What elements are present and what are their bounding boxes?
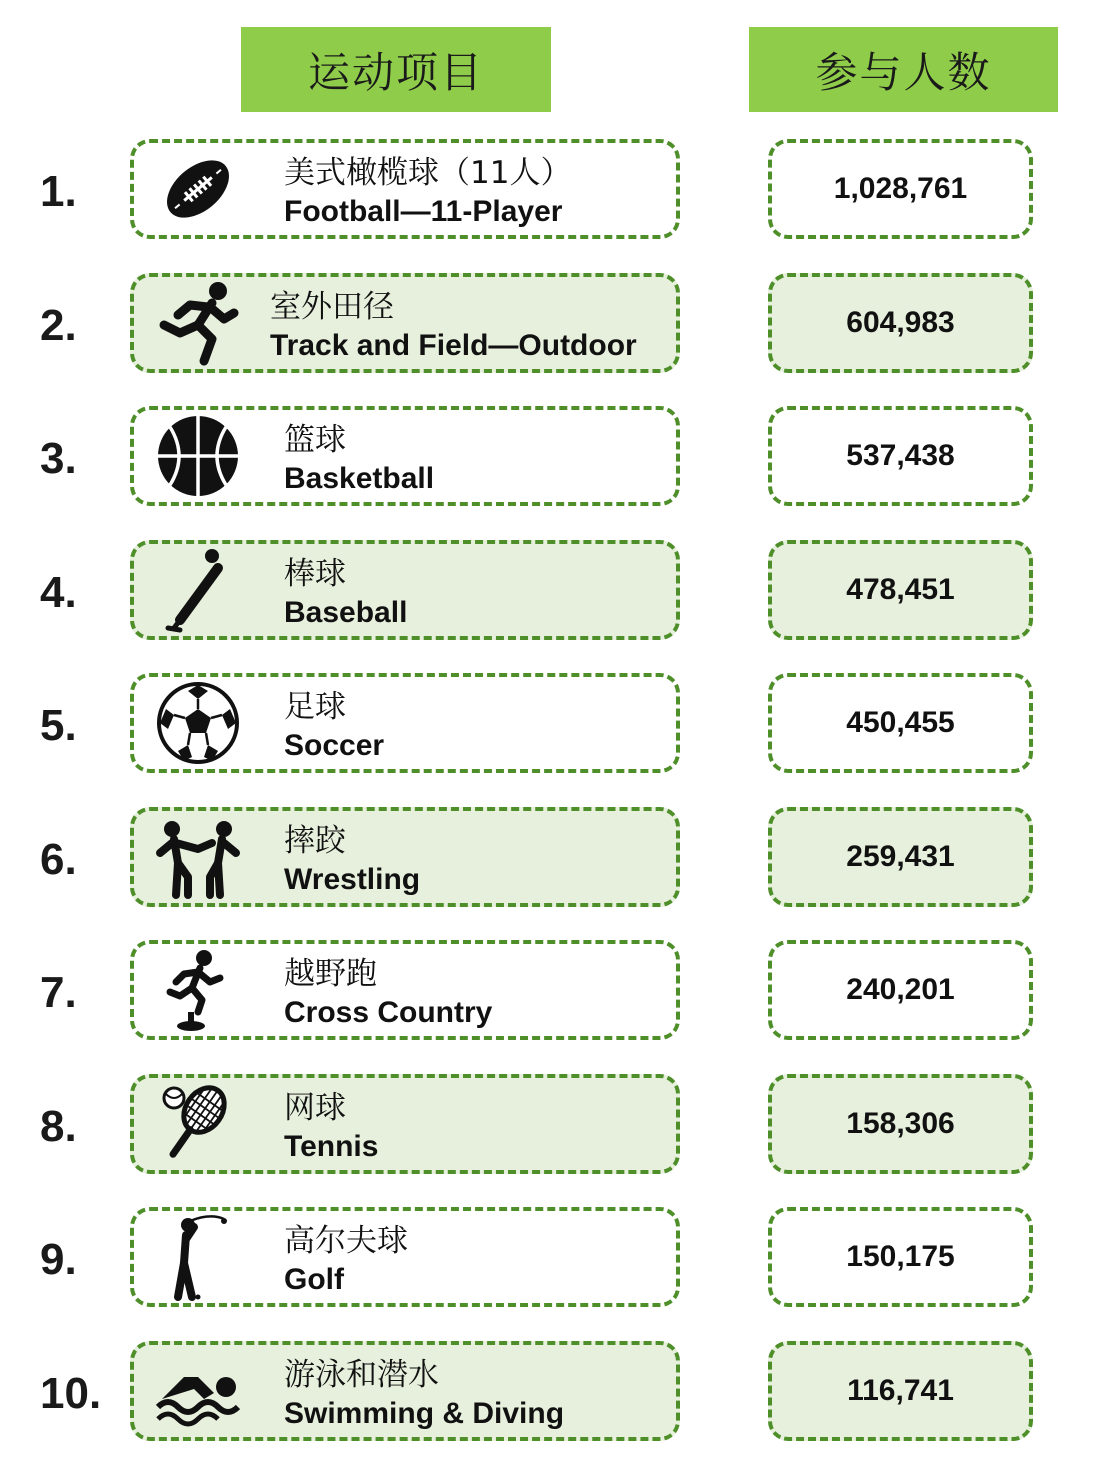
sport-name-chinese: 足球 (284, 689, 346, 725)
sport-name-chinese: 高尔夫球 (284, 1223, 408, 1259)
sport-name-chinese: 室外田径 (270, 288, 394, 325)
sport-card (130, 1341, 680, 1441)
rank-number: 6. (40, 834, 77, 884)
participants-count: 116,741 (847, 1373, 954, 1407)
rank-number: 4. (40, 567, 77, 617)
participants-count: 1,028,761 (833, 172, 968, 205)
ranking-row (0, 403, 1103, 515)
sport-column-header: 运动项目 (241, 27, 551, 112)
football-icon (154, 145, 242, 233)
participants-card (768, 1074, 1033, 1174)
runner-icon (154, 279, 242, 367)
rank-number: 1. (40, 167, 77, 216)
participants-card (768, 406, 1033, 506)
sport-card (130, 273, 680, 373)
sport-name-english: Swimming & Diving (284, 1396, 565, 1430)
sport-name-chinese: 篮球 (284, 422, 346, 458)
golfer-icon (154, 1213, 242, 1301)
sport-card (130, 673, 680, 773)
sport-name-english: Cross Country (284, 996, 493, 1029)
rank-number: 9. (40, 1235, 77, 1284)
ranking-row (0, 136, 1103, 248)
sport-card (130, 1207, 680, 1307)
rank-number: 7. (40, 968, 77, 1017)
swimmer-icon (154, 1347, 242, 1435)
sport-card (130, 940, 680, 1040)
participants-count: 240,201 (846, 973, 955, 1006)
rank-number: 2. (40, 300, 77, 350)
rank-number: 10. (40, 1368, 102, 1418)
sport-card (130, 139, 680, 239)
basketball-icon (154, 412, 242, 500)
participants-card (768, 139, 1033, 239)
rank-number: 8. (40, 1101, 77, 1151)
tennis-racket-icon (154, 1080, 242, 1168)
participants-count: 259,431 (846, 839, 955, 873)
participants-card (768, 807, 1033, 907)
soccer-ball-icon (154, 679, 242, 767)
sport-name-chinese: 网球 (284, 1089, 346, 1126)
cross-country-runner-icon (154, 946, 242, 1034)
sport-name-chinese: 摔跤 (284, 822, 346, 859)
participants-card (768, 1207, 1033, 1307)
baseball-bat-icon (154, 546, 242, 634)
sport-name-chinese: 棒球 (284, 555, 346, 592)
rank-number: 5. (40, 701, 77, 750)
participants-count: 537,438 (846, 439, 955, 472)
sport-card (130, 406, 680, 506)
sport-name-english: Basketball (284, 462, 435, 495)
participants-count: 604,983 (846, 305, 955, 339)
sport-name-english: Soccer (284, 729, 385, 762)
ranking-row (0, 270, 1103, 382)
participants-count: 450,455 (846, 706, 955, 739)
sport-card (130, 807, 680, 907)
participants-card (768, 540, 1033, 640)
ranking-row (0, 937, 1103, 1049)
rank-number: 3. (40, 434, 77, 483)
ranking-row (0, 670, 1103, 782)
ranking-row (0, 804, 1103, 916)
ranking-row (0, 537, 1103, 649)
sport-name-chinese: 越野跑 (284, 956, 377, 992)
sport-name-chinese: 游泳和潜水 (284, 1356, 439, 1393)
ranking-row (0, 1204, 1103, 1316)
participants-count: 158,306 (846, 1106, 955, 1140)
participants-card (768, 273, 1033, 373)
participants-column-header: 参与人数 (749, 27, 1058, 112)
participants-card (768, 673, 1033, 773)
sport-name-english: Football—11-Player (284, 195, 563, 228)
sport-name-english: Golf (284, 1263, 344, 1296)
participants-card (768, 1341, 1033, 1441)
participants-card (768, 940, 1033, 1040)
sport-card (130, 1074, 680, 1174)
ranking-row (0, 1338, 1103, 1450)
sport-name-english: Tennis (284, 1129, 379, 1163)
participants-count: 478,451 (846, 572, 955, 606)
participants-count: 150,175 (846, 1240, 955, 1273)
sport-card (130, 540, 680, 640)
sport-name-english: Baseball (284, 595, 408, 629)
sport-name-chinese: 美式橄榄球（11人） (284, 155, 572, 191)
wrestlers-icon (154, 813, 242, 901)
ranking-row (0, 1071, 1103, 1183)
sport-name-english: Wrestling (284, 862, 421, 896)
sport-name-english: Track and Field—Outdoor (270, 328, 637, 362)
